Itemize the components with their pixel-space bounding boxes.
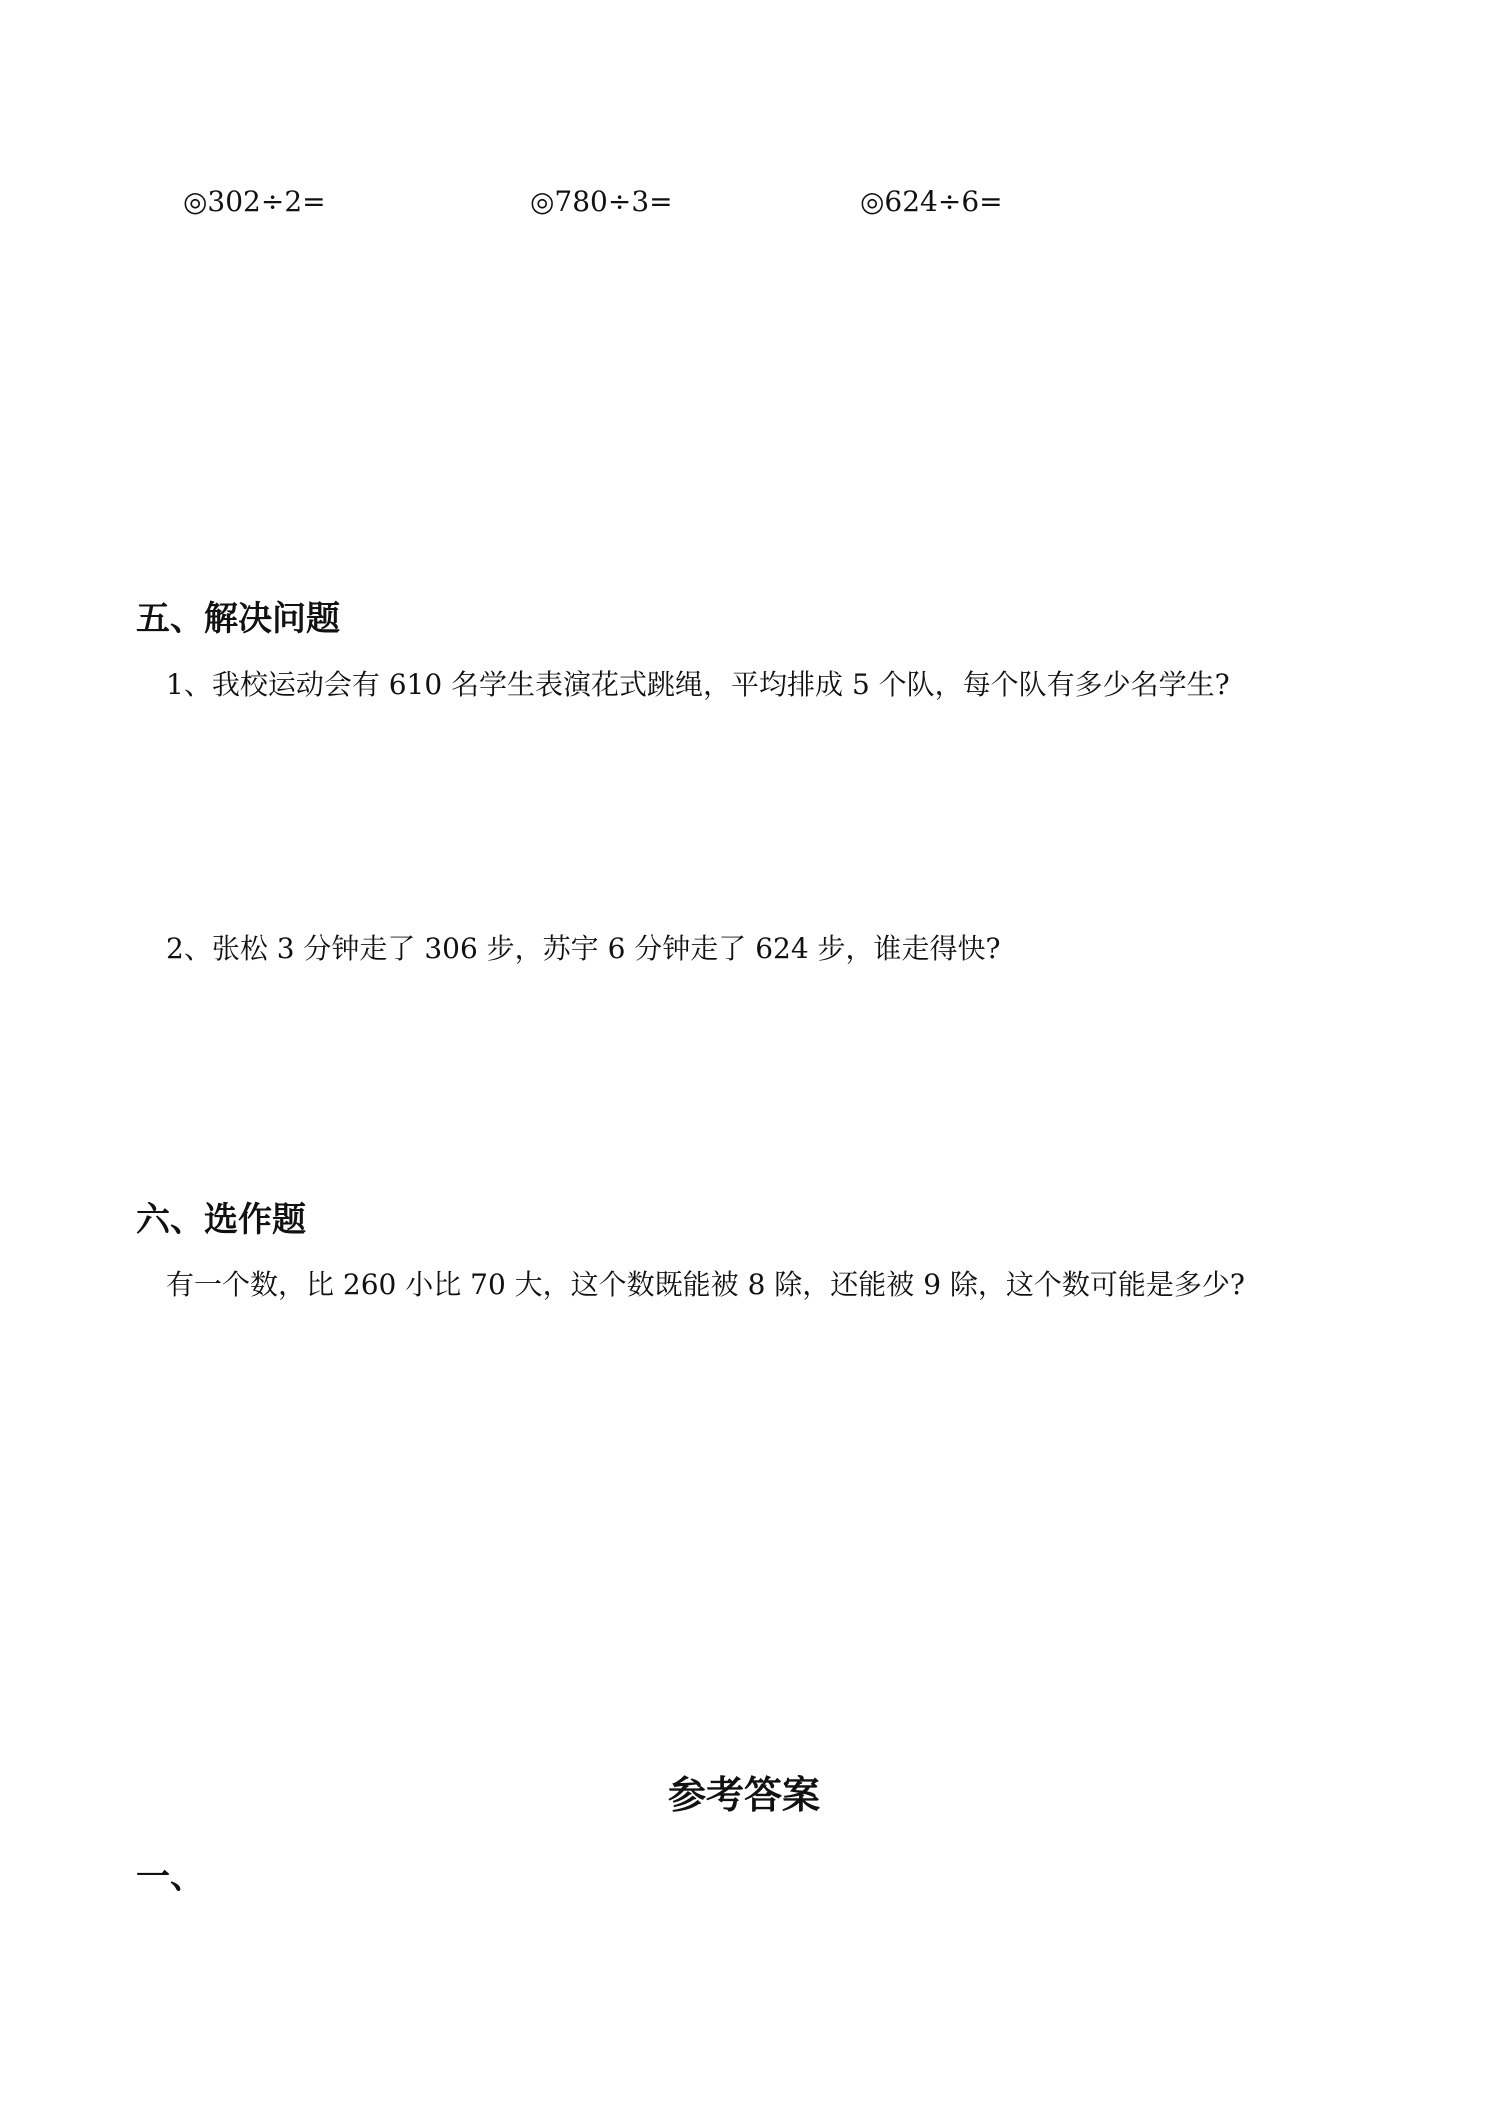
section-five-heading: 五、解决问题 [136, 599, 340, 639]
answer-section-one-heading: 一、 [136, 1857, 204, 1897]
optional-problem: 有一个数，比 260 小比 70 大，这个数既能被 8 除，还能被 9 除，这个数可能是多少? [166, 1268, 1245, 1301]
calculation-item: ◎302÷2= [183, 185, 326, 218]
word-problem: 1、我校运动会有 610 名学生表演花式跳绳，平均排成 5 个队，每个队有多少名学生? [166, 668, 1230, 701]
section-six-heading: 六、选作题 [136, 1200, 306, 1240]
calculation-item: ◎624÷6= [860, 185, 1003, 218]
calculation-item: ◎780÷3= [530, 185, 673, 218]
word-problem: 2、张松 3 分钟走了 306 步，苏宇 6 分钟走了 624 步，谁走得快? [166, 932, 1001, 965]
answer-key-title: 参考答案 [667, 1773, 820, 1817]
